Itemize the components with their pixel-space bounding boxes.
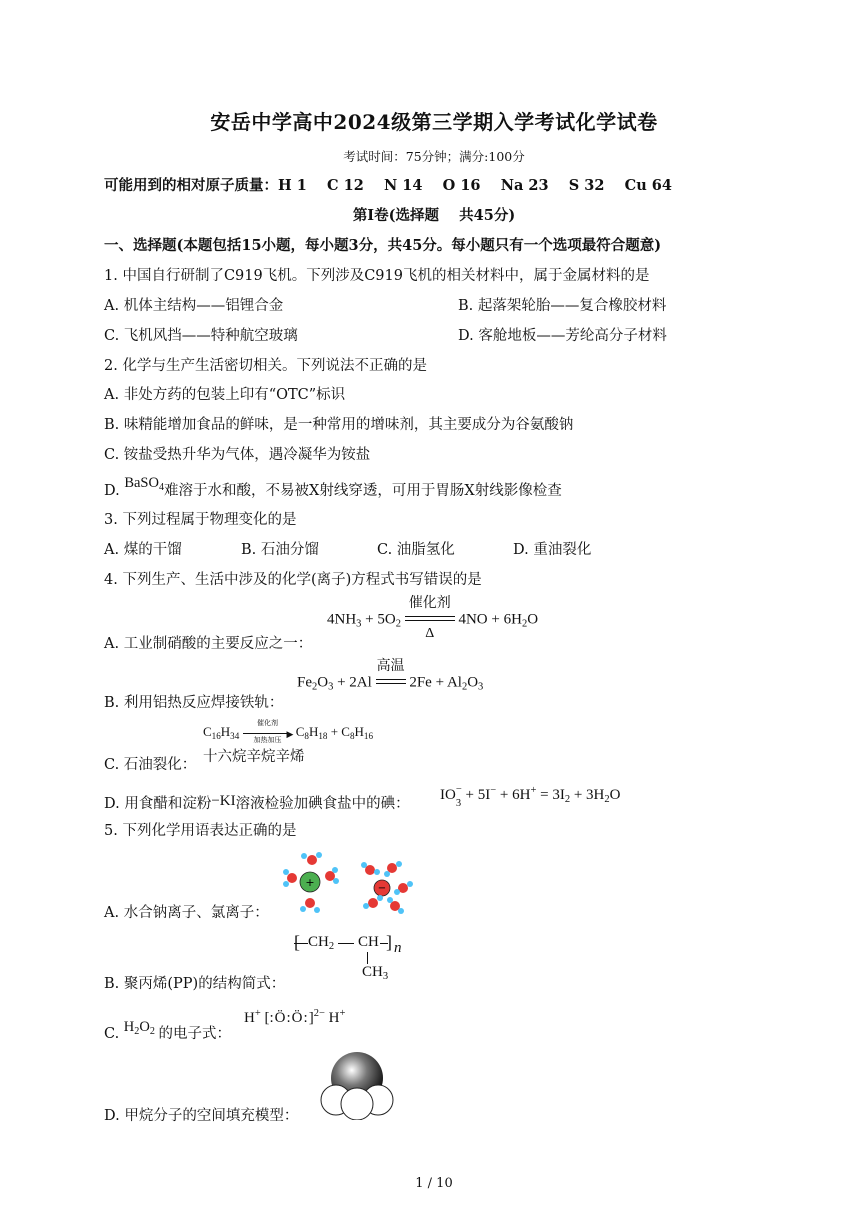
option-d-prefix: D. [104,483,120,499]
question-5-option-a-label: A. 水合钠离子、氯离子： [104,905,269,921]
question-3-option-b: B. 石油分馏 [241,542,319,558]
option-d-text: 难溶于水和酸，不易被X射线穿透，可用于胃肠X射线影像检查 [164,483,562,499]
svg-text:+: + [305,876,315,889]
question-1-stem: 1. 中国自行研制了C919飞机。下列涉及C919飞机的相关材料中，属于金属材料的是 [104,268,650,284]
question-1-option-a: A. 机体主结构——铝锂合金 [104,298,284,314]
question-1-option-b: B. 起落架轮胎——复合橡胶材料 [458,298,667,314]
question-3-option-c: C. 油脂氢化 [377,542,455,558]
cracking-catalyst: 催化剂 [257,719,278,728]
question-4-option-a-label: A. 工业制硝酸的主要反应之一： [104,636,313,652]
page-number: 1 / 10 [415,1176,453,1191]
question-2-option-d [104,475,562,506]
question-2-option-b: B. 味精能增加食品的鲜味，是一种常用的增味剂，其主要成分为谷氨酸钠 [104,417,574,433]
condition-label: 高温 [376,659,405,674]
question-4-option-c-label: C. 石油裂化： [104,757,197,773]
question-2-option-a: A. 非处方药的包装上印有“OTC”标识 [104,387,346,403]
question-4-option-b-label: B. 利用铝热反应焊接铁轨： [104,695,284,711]
section-title: 第I卷(选择题 共45分) [352,207,516,224]
equation-thermite: $Fe_2O_3 + 2Al$ 高温 $2Fe + Al_2O_3$ [297,673,483,693]
ch3-group: $CH_3$ [362,964,389,982]
hydrated-chloride-ion [361,861,413,914]
ch-group: CH [358,934,379,950]
equation-iodate: IO− 3 + $5I^- + 6H^+ = 3I_2 + 3H_2O$ [440,784,621,809]
question-4-stem: 4. 下列生产、生活中涉及的化学(离子)方程式书写错误的是 [104,572,482,588]
methane-space-filling-model [318,1050,396,1120]
cracking-compound-names: 十六烷辛烷辛烯 [203,749,305,765]
ch2-group: $CH_2$ [308,934,335,952]
hydrated-ions-diagram [280,848,420,918]
question-3-option-d: D. 重油裂化 [513,542,592,558]
question-5-option-c-label: C. $H_2O_2$ 的电子式： [104,1019,232,1042]
hydrated-sodium-ion [283,852,339,913]
baso4-formula: BaSO$_4$ [124,475,165,493]
h2o2-electron-formula: H+ [:Ö:Ö:]$^{2-}$ H+ [244,1008,346,1026]
equation-cracking: $C_{16}H_{34}$ 催化剂 ▶ 加热加压 $C_8H_{18} + C_8H_{16}$ [203,719,373,745]
question-1-option-d: D. 客舱地板——芳纶高分子材料 [458,328,667,344]
question-3-option-a: A. 煤的干馏 [104,542,182,558]
exam-meta: 考试时间：75分钟；满分:100分 [343,149,525,164]
section-instructions: 一、选择题(本题包括15小题，每小题3分，共45分。每小题只有一个选项最符合题意) [104,237,662,254]
charge-label: 2− [313,1008,325,1019]
atomic-masses: 可能用到的相对原子质量：H 1 C 12 N 14 O 16 Na 23 S 32 Cu 64 [104,177,672,194]
svg-text:−: − [377,883,387,894]
page-title: 安岳中学高中2024级第三学期入学考试化学试卷 [210,110,658,134]
equation-ammonia-oxidation: $4NH_3 + 5O_2$ 催化剂 Δ $4NO + 6H_2O$ [327,610,538,630]
question-4-option-d-label: D. 用食醋和淀粉−KI溶液检验加碘食盐中的碘： [104,793,410,812]
heat-symbol: Δ [425,626,435,641]
polypropylene-structure: [ $CH_2$ CH ] n $CH_3$ [294,932,402,982]
question-2-option-c: C. 铵盐受热升华为气体，遇冷凝华为铵盐 [104,447,371,463]
question-5-option-d-label: D. 甲烷分子的空间填充模型： [104,1108,299,1124]
question-5-stem: 5. 下列化学用语表达正确的是 [104,823,297,839]
question-3-stem: 3. 下列过程属于物理变化的是 [104,512,297,528]
repeat-n: n [394,940,402,956]
question-5-option-b-label: B. 聚丙烯(PP)的结构简式： [104,976,286,992]
question-2-stem: 2. 化学与生产生活密切相关。下列说法不正确的是 [104,358,427,374]
cracking-conditions: 加热加压 [253,736,282,745]
question-1-option-c: C. 飞机风挡——特种航空玻璃 [104,328,298,344]
catalyst-label: 催化剂 [408,596,451,611]
